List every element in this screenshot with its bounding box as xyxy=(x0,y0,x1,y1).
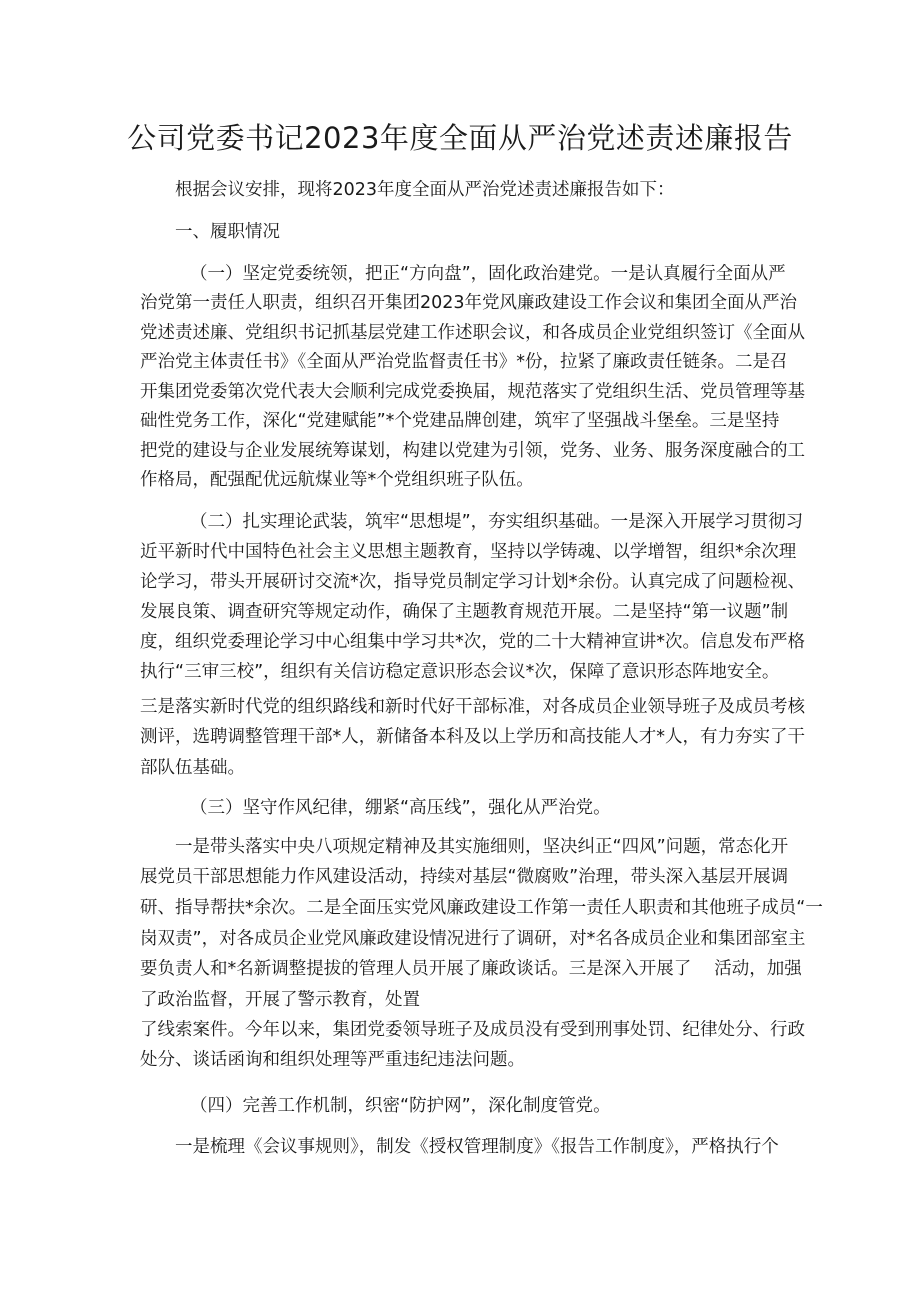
paragraph-line: 论学习，带头开展研讨交流*次，指导党员制定学习计划*余份。认真完成了问题检视、 xyxy=(140,572,805,592)
paragraph-line: 岗双责”，对各成员企业党风廉政建设情况进行了调研，对*名各成员企业和集团部室主 xyxy=(140,929,806,949)
paragraph-line: 部队伍基础。 xyxy=(140,758,245,778)
paragraph-line: 研、指导帮扶*余次。二是全面压实党风廉政建设工作第一责任人职责和其他班子成员“一 xyxy=(140,898,823,918)
paragraph-line: 党述责述廉、党组织书记抓基层党建工作述职会议，和各成员企业党组织签订《全面从 xyxy=(140,323,805,343)
paragraph-line: 测评，选聘调整管理干部*人，新储备本科及以上学历和高技能人才*人，有力夯实了干 xyxy=(140,727,805,747)
subsection-heading: （四）完善工作机制，织密“防护网”，深化制度管党。 xyxy=(190,1096,611,1116)
paragraph-line: （二）扎实理论武装，筑牢“思想堤”，夯实组织基础。一是深入开展学习贯彻习 xyxy=(190,512,804,532)
paragraph-line: 作格局，配强配优远航煤业等*个党组织班子队伍。 xyxy=(140,470,534,490)
paragraph-line: 近平新时代中国特色社会主义思想主题教育，坚持以学铸魂、以学增智，组织*余次理 xyxy=(140,542,797,562)
paragraph-line: 了政治监督，开展了警示教育，处置 xyxy=(140,990,420,1010)
paragraph-line: 度，组织党委理论学习中心组集中学习共*次，党的二十大精神宣讲*次。信息发布严格 xyxy=(140,632,805,652)
section-heading: 一、履职情况 xyxy=(175,222,280,242)
paragraph-line: 要负责人和*名新调整提拔的管理人员开展了廉政谈话。三是深入开展了 活动，加强 xyxy=(140,959,802,979)
paragraph-line: （一）坚定党委统领，把正“方向盘”，固化政治建党。一是认真履行全面从严 xyxy=(190,264,786,284)
paragraph-line: 一是带头落实中央八项规定精神及其实施细则，坚决纠正“四风”问题，常态化开 xyxy=(175,837,789,857)
paragraph-line: 执行“三审三校”，组织有关信访稳定意识形态会议*次，保障了意识形态阵地安全。 xyxy=(140,662,780,682)
paragraph-line: 严治党主体责任书》《全面从严治党监督责任书》*份，拉紧了廉政责任链条。二是召 xyxy=(140,352,788,372)
paragraph-line: 发展良策、调查研究等规定动作，确保了主题教育规范开展。二是坚持“第一议题”制 xyxy=(140,602,789,622)
paragraph-line: 一是梳理《会议事规则》，制发《授权管理制度》《报告工作制度》，严格执行个 xyxy=(175,1137,779,1157)
paragraph-line: 治党第一责任人职责，组织召开集团2023年党风廉政建设工作会议和集团全面从严治 xyxy=(140,293,798,313)
paragraph-line: 展党员干部思想能力作风建设活动，持续对基层“微腐败”治理，带头深入基层开展调 xyxy=(140,867,789,887)
intro-paragraph: 根据会议安排，现将2023年度全面从严治党述责述廉报告如下： xyxy=(175,180,675,200)
paragraph-line: 了线索案件。今年以来，集团党委领导班子及成员没有受到刑事处罚、纪律处分、行政 xyxy=(140,1020,805,1040)
paragraph-line: 开集团党委第次党代表大会顺利完成党委换届，规范落实了党组织生活、党员管理等基 xyxy=(140,382,805,402)
document-title: 公司党委书记2023年度全面从严治党述责述廉报告 xyxy=(127,121,793,155)
subsection-heading: （三）坚守作风纪律，绷紧“高压线”，强化从严治党。 xyxy=(190,798,611,818)
paragraph-line: 把党的建设与企业发展统筹谋划，构建以党建为引领，党务、业务、服务深度融合的工 xyxy=(140,441,805,461)
paragraph-line: 础性党务工作，深化“党建赋能”*个党建品牌创建，筑牢了坚强战斗堡垒。三是坚持 xyxy=(140,411,780,431)
paragraph-line: 处分、谈话函询和组织处理等严重违纪违法问题。 xyxy=(140,1050,525,1070)
paragraph-line: 三是落实新时代党的组织路线和新时代好干部标准，对各成员企业领导班子及成员考核 xyxy=(140,697,805,717)
